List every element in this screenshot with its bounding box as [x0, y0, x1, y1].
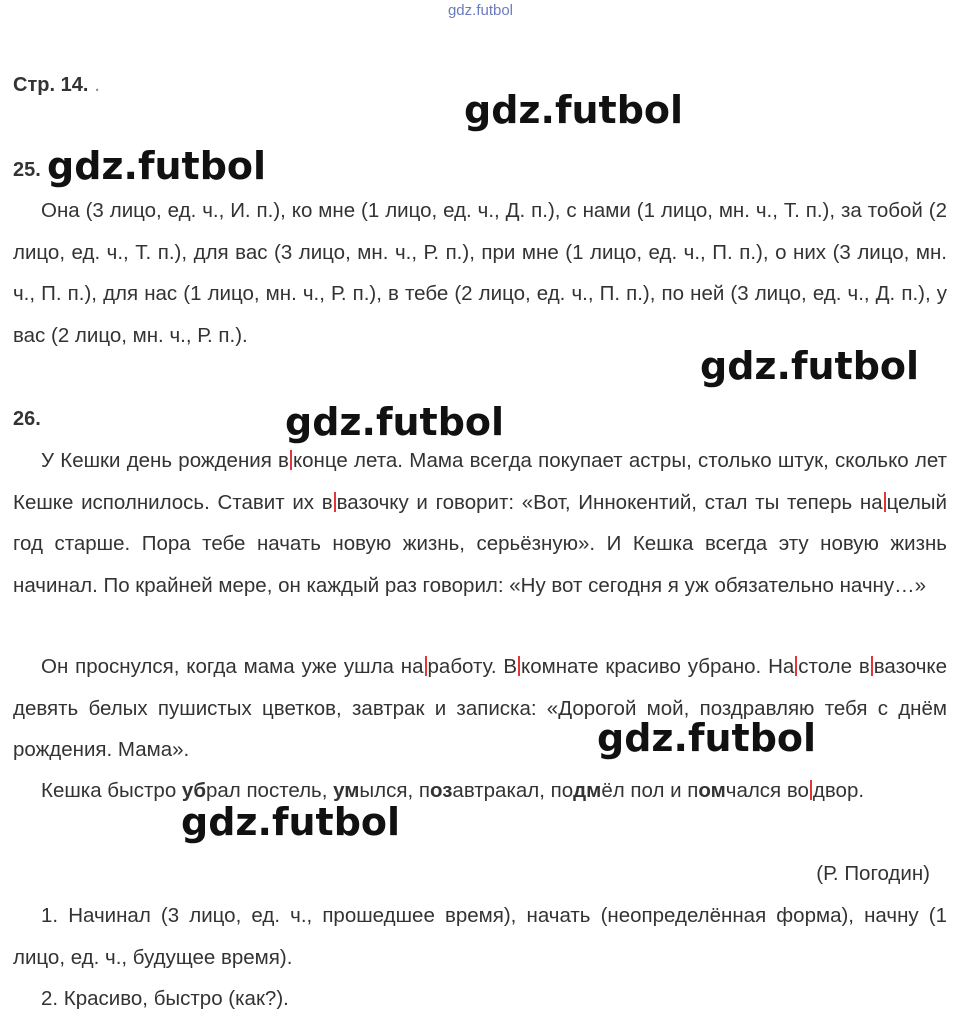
watermark: gdz.futbol	[700, 344, 920, 388]
exercise-26-paragraph-1: У Кешки день рождения в конце лета. Мама всегда покупает астры, столько штук, сколько лет Кешке исполнилось. Ставит их в вазочку и говорит: «Вот, Иннокентий, стал ты теперь на целый год старше. Пора тебе начать новую жизнь, серьёзную». И Кешка всегда эту новую жизнь начинал. По крайней мере, он каждый раз говорил: «Ну вот сегодня я уж обязательно начну…»	[13, 449, 947, 597]
exercise-26-paragraph-2: Он проснулся, когда мама уже ушла на работу. В комнате красиво убрано. На столе в вазочке девять белых пушистых цветков, завтрак и записка: «Дорогой мой, поздравляю тебя с днём рождения. Мама».	[13, 655, 947, 761]
text-cursor-mark	[334, 492, 336, 512]
text-cursor-mark	[810, 780, 812, 800]
watermark: gdz.futbol	[597, 716, 817, 760]
site-header-link[interactable]: gdz.futbol	[447, 2, 514, 19]
watermark: gdz.futbol	[285, 400, 505, 444]
watermark: gdz.futbol	[181, 800, 401, 844]
exercise-26-paragraph-3: Кешка быстро убрал постель, умылся, позавтракал, подмёл пол и помчался во двор.	[41, 779, 865, 802]
answer-1: 1. Начинал (3 лицо, ед. ч., прошедшее время), начать (неопределённая форма), начну (1 лицо, ед. ч., будущее время).	[13, 904, 947, 969]
exercise-number-26: 26.	[13, 408, 41, 430]
page-label: Стр. 14. .	[13, 74, 100, 96]
text-cursor-mark	[884, 492, 886, 512]
answer-2: 2. Красиво, быстро (как?).	[41, 987, 289, 1010]
text-cursor-mark	[290, 450, 292, 470]
exercise-25-text: Она (3 лицо, ед. ч., И. п.), ко мне (1 лицо, ед. ч., Д. п.), с нами (1 лицо, мн. ч., Т. п.), за тобой (2 лицо, ед. ч., Т. п.), для вас (3 лицо, мн. ч., Р. п.), при мне (1 лицо, ед. ч., П. п.), о них (3 лицо, мн. ч., П. п.), для нас (1 лицо, мн. ч., Р. п.), в тебе (2 лицо, ед. ч., П. п.), по ней (3 лицо, ед. ч., Д. п.), у вас (2 лицо, мн. ч., Р. п.).	[13, 199, 947, 347]
text-cursor-mark	[871, 656, 873, 676]
text-cursor-mark	[425, 656, 427, 676]
author-signature: (Р. Погодин)	[816, 862, 930, 885]
watermark: gdz.futbol	[47, 144, 267, 188]
exercise-number-25: 25.	[13, 159, 41, 181]
text-cursor-mark	[795, 656, 797, 676]
text-cursor-mark	[518, 656, 520, 676]
watermark: gdz.futbol	[464, 88, 684, 132]
